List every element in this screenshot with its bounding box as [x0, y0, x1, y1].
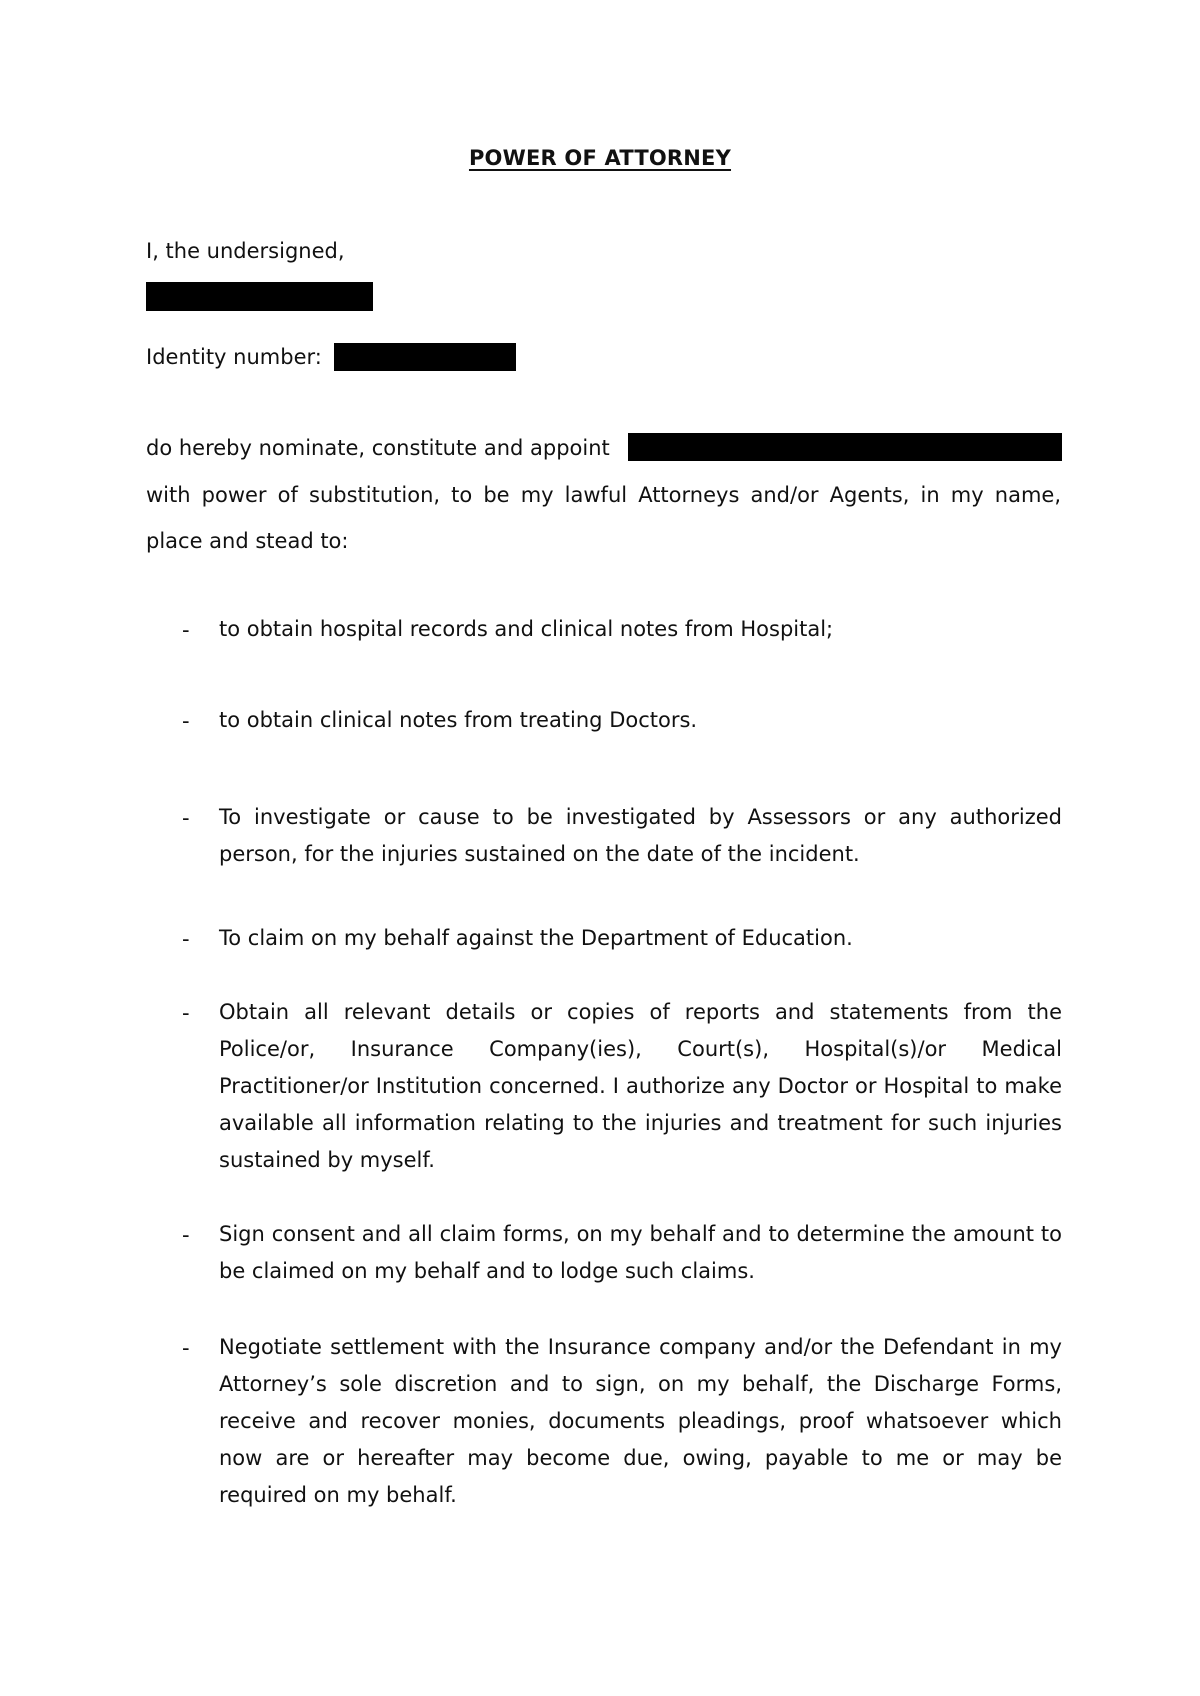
power-item: Obtain all relevant details or copies of reports and statements from the Police/or, Insurance Company(ies), Court(s), Hospital(s)/or Medical Practitioner/or Institution concerned. I authorize any Doctor or Hospital to make available all information relating to the injuries and treatment for such injuries sustained by myself. — [219, 1000, 1062, 1172]
redacted-attorney-name — [628, 433, 1062, 461]
intro-line: I, the undersigned, — [146, 239, 345, 263]
power-item: To investigate or cause to be investigated by Assessors or any authorized person, for the injuries sustained on the date of the incident. — [219, 805, 1062, 866]
document-title: POWER OF ATTORNEY — [468, 146, 732, 170]
power-item: Negotiate settlement with the Insurance company and/or the Defendant in my Attorney’s sole discretion and to sign, on my behalf, the Discharge Forms, receive and recover monies, documents pleadings, proof whatsoever which now are or hereafter may become due, owing, payable to me or may be required on my behalf. — [219, 1335, 1062, 1507]
bullet-marker: - — [182, 709, 190, 733]
bullet-marker: - — [182, 1001, 190, 1025]
power-item: to obtain clinical notes from treating Doctors. — [219, 708, 698, 732]
redacted-name — [146, 282, 373, 311]
bullet-marker: - — [182, 1336, 190, 1360]
power-item: Sign consent and all claim forms, on my behalf and to determine the amount to be claimed on my behalf and to lodge such claims. — [219, 1222, 1062, 1283]
bullet-marker: - — [182, 927, 190, 951]
bullet-marker: - — [182, 806, 190, 830]
appoint-lead: do hereby nominate, constitute and appoint — [146, 436, 610, 460]
redacted-identity-number — [334, 343, 516, 371]
bullet-marker: - — [182, 1223, 190, 1247]
appoint-rest: with power of substitution, to be my lawful Attorneys and/or Agents, in my name, place and stead to: — [146, 483, 1061, 553]
identity-label: Identity number: — [146, 345, 322, 369]
power-item: to obtain hospital records and clinical notes from Hospital; — [219, 617, 834, 641]
power-item: To claim on my behalf against the Department of Education. — [219, 926, 853, 950]
bullet-marker: - — [182, 618, 190, 642]
